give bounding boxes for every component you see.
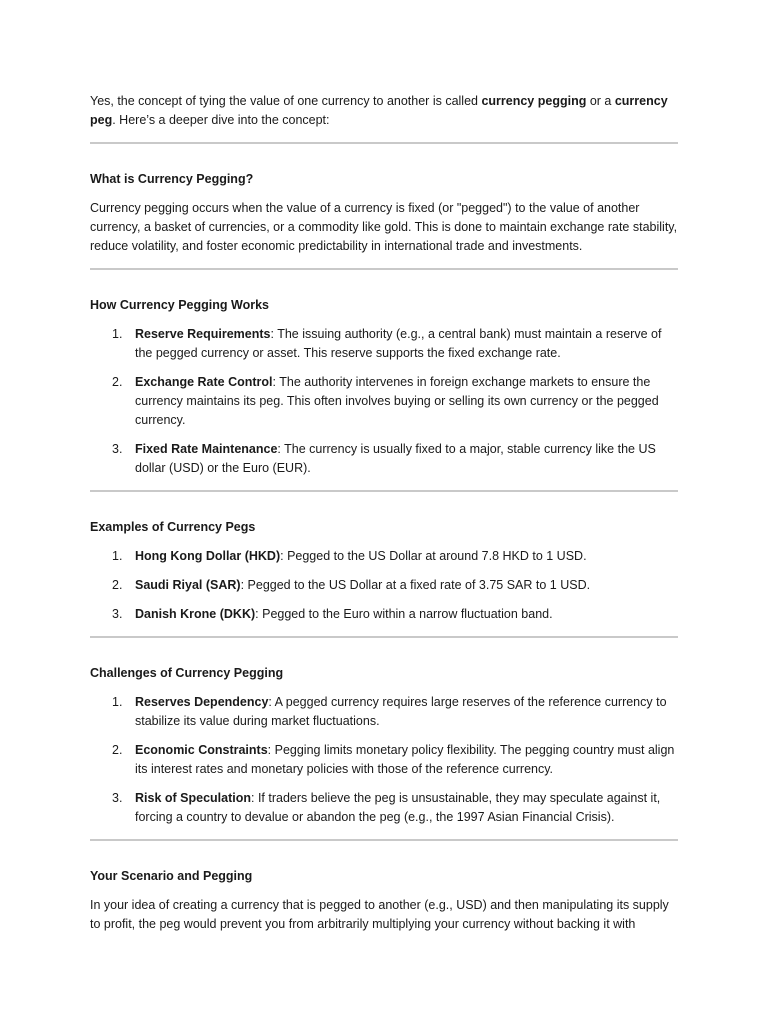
list-item: 3. Risk of Speculation: If traders believe the peg is unsustainable, they may speculate against it, forcing a country to devalue or abandon the peg (e.g., the 1997 Asian Financial Crisis).: [112, 791, 661, 824]
numbered-list: [90, 325, 678, 478]
list-item: 1. Hong Kong Dollar (HKD): Pegged to the US Dollar at around 7.8 HKD to 1 USD.: [112, 549, 587, 563]
section-how-it-works: [90, 270, 678, 490]
section-paragraph: In your idea of creating a currency that is pegged to another (e.g., USD) and then manipulating its supply to profit, the peg would prevent you from arbitrarily multiplying your currency without backing it with: [90, 898, 669, 931]
list-item: 2. Saudi Riyal (SAR): Pegged to the US Dollar at a fixed rate of 3.75 SAR to 1 USD.: [112, 578, 591, 592]
list-item: 3. Danish Krone (DKK): Pegged to the Euro within a narrow fluctuation band.: [112, 607, 553, 621]
section-paragraph: Currency pegging occurs when the value of a currency is fixed (or "pegged") to the value of another currency, a basket of currencies, or a commodity like gold. This is done to maintain exchange rate stability, reduce volatility, and foster economic predictability in international trade and investments.: [90, 201, 678, 253]
list-item: 1. Reserves Dependency: A pegged currency requires large reserves of the reference currency to stabilize its value during market fluctuations.: [112, 695, 667, 728]
list-item: 3. Fixed Rate Maintenance: The currency is usually fixed to a major, stable currency like the US dollar (USD) or the Euro (EUR).: [112, 442, 656, 475]
section-examples: [90, 492, 678, 636]
section-what-is: [90, 144, 678, 268]
section-heading: What is Currency Pegging?: [90, 172, 254, 186]
intro-paragraph: Yes, the concept of tying the value of one currency to another is called currency pegging or a currency peg. Here’s a deeper dive into the concept:: [90, 94, 668, 127]
section-heading: Your Scenario and Pegging: [90, 869, 253, 883]
section-heading: Examples of Currency Pegs: [90, 520, 256, 534]
section-your-scenario: [90, 841, 678, 946]
list-item: 2. Exchange Rate Control: The authority intervenes in foreign exchange markets to ensure the currency maintains its peg. This often involves buying or selling its own currency or the pegged currency.: [112, 375, 659, 427]
section-heading: Challenges of Currency Pegging: [90, 666, 284, 680]
list-item: 2. Economic Constraints: Pegging limits monetary policy flexibility. The pegging country must align its interest rates and monetary policies with those of the reference currency.: [112, 743, 675, 776]
list-item: 1. Reserve Requirements: The issuing authority (e.g., a central bank) must maintain a reserve of the pegged currency or asset. This reserve supports the fixed exchange rate.: [112, 327, 662, 360]
numbered-list: [90, 693, 678, 827]
section-challenges: [90, 638, 678, 839]
numbered-list: [90, 547, 678, 624]
section-heading: How Currency Pegging Works: [90, 298, 269, 312]
